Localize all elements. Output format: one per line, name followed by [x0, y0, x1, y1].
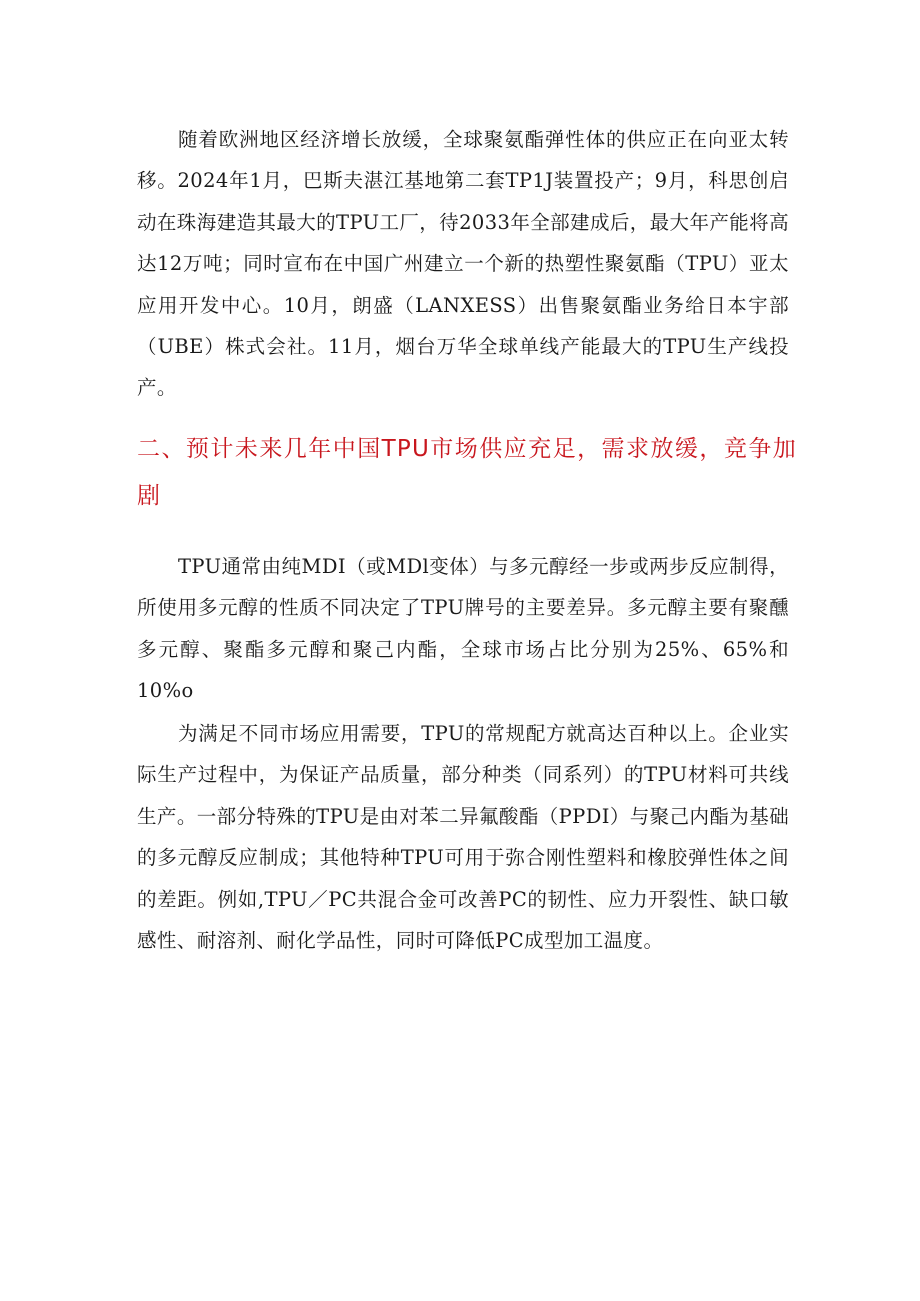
body-paragraph-formulations: 为满足不同市场应用需要，TPU的常规配方就高达百种以上。企业实际生产过程中，为保证产品质量，部分种类（同系列）的TPU材料可共线生产。一部分特殊的TPU是由对苯二异氟酸酯（PPDI）与聚己内酯为基础的多元醇反应制成；其他特种TPU可用于弥合刚性塑料和橡胶弹性体之间的差距。例如,TPU／PC共混合金可改善PC的韧性、应力开裂性、缺口敏感性、耐溶剂、耐化学品性，同时可降低PC成型加工温度。 [137, 722, 789, 953]
body-paragraph-polyols: TPU通常由纯MDI（或MDl变体）与多元醇经一步或两步反应制得，所使用多元醇的性质不同决定了TPU牌号的主要差异。多元醇主要有聚醺多元醇、聚酯多元醇和聚己内酯，全球市场占比分别为25%、65%和10%o [137, 555, 789, 703]
body-paragraph-supply-shift: 随着欧洲地区经济增长放缓，全球聚氨酯弹性体的供应正在向亚太转移。2024年1月，巴斯夫湛江基地第二套TP1J装置投产；9月，科思创启动在珠海建造其最大的TPU工厂，待2033年全部建成后，最大年产能将高达12万吨；同时宣布在中国广州建立一个新的热塑性聚氨酯（TPU）亚太应用开发中心。10月，朗盛（LANXESS）出售聚氨酯业务给日本宇部（UBE）株式会社。11月，烟台万华全球单线产能最大的TPU生产线投产。 [137, 128, 789, 400]
section-heading: 二、预计未来几年中国TPU市场供应充足，需求放缓，竞争加剧 [137, 436, 797, 509]
